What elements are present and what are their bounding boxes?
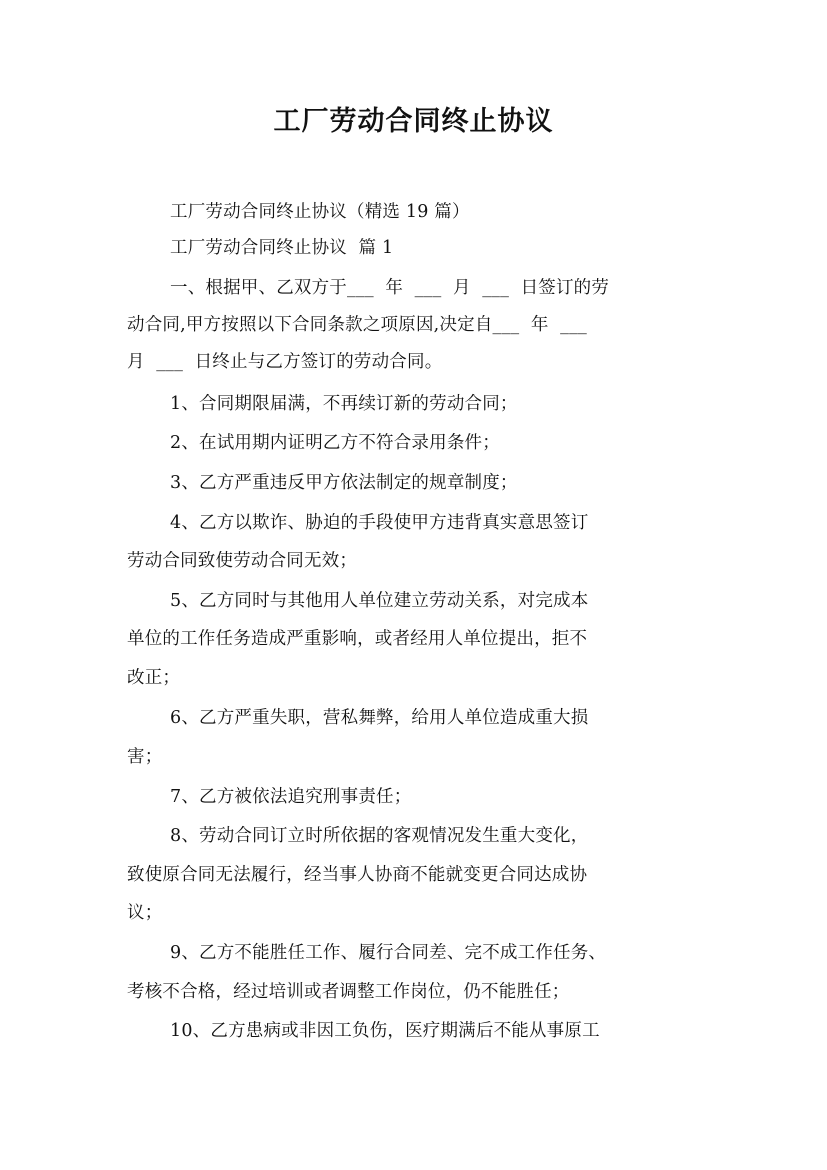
paragraph-line: 改正； bbox=[127, 668, 181, 688]
paragraph-line: 9、乙方不能胜任工作、履行合同差、完不成工作任务、 bbox=[170, 943, 607, 963]
paragraph-line: 工厂劳动合同终止协议 篇 1 bbox=[170, 238, 394, 258]
paragraph-line: 6、乙方严重失职，营私舞弊，给用人单位造成重大损 bbox=[170, 708, 589, 728]
paragraph-line: 动合同,甲方按照以下合同条款之项原因,决定自___ 年 ___ bbox=[127, 315, 587, 335]
paragraph-line: 7、乙方被依法追究刑事责任； bbox=[170, 787, 412, 807]
paragraph-line: 工厂劳动合同终止协议（精选 19 篇） bbox=[170, 202, 470, 222]
paragraph-line: 单位的工作任务造成严重影响，或者经用人单位提出，拒不 bbox=[127, 629, 588, 649]
paragraph-line: 8、劳动合同订立时所依据的客观情况发生重大变化， bbox=[170, 826, 589, 846]
paragraph-line: 4、乙方以欺诈、胁迫的手段使甲方违背真实意思签订 bbox=[170, 513, 589, 533]
paragraph-line: 5、乙方同时与其他用人单位建立劳动关系，对完成本 bbox=[170, 591, 589, 611]
paragraph-line: 考核不合格，经过培训或者调整工作岗位，仍不能胜任； bbox=[127, 982, 570, 1002]
paragraph-line: 3、乙方严重违反甲方依法制定的规章制度； bbox=[170, 473, 518, 493]
paragraph-line: 议； bbox=[127, 903, 163, 923]
paragraph-line: 2、在试用期内证明乙方不符合录用条件； bbox=[170, 433, 500, 453]
paragraph-line: 致使原合同无法履行，经当事人协商不能就变更合同达成协 bbox=[127, 865, 588, 885]
paragraph-line: 害； bbox=[127, 747, 163, 767]
paragraph-line: 劳动合同致使劳动合同无效； bbox=[127, 551, 358, 571]
paragraph-line: 1、合同期限届满，不再续订新的劳动合同； bbox=[170, 394, 518, 414]
paragraph-line: 一、根据甲、乙双方于___ 年 ___ 月 ___ 日签订的劳 bbox=[170, 278, 610, 298]
document-title: 工厂劳动合同终止协议 bbox=[273, 106, 554, 137]
paragraph-line: 月 ___ 日终止与乙方签订的劳动合同。 bbox=[127, 352, 443, 372]
paragraph-line: 10、乙方患病或非因工负伤，医疗期满后不能从事原工 bbox=[170, 1021, 600, 1041]
